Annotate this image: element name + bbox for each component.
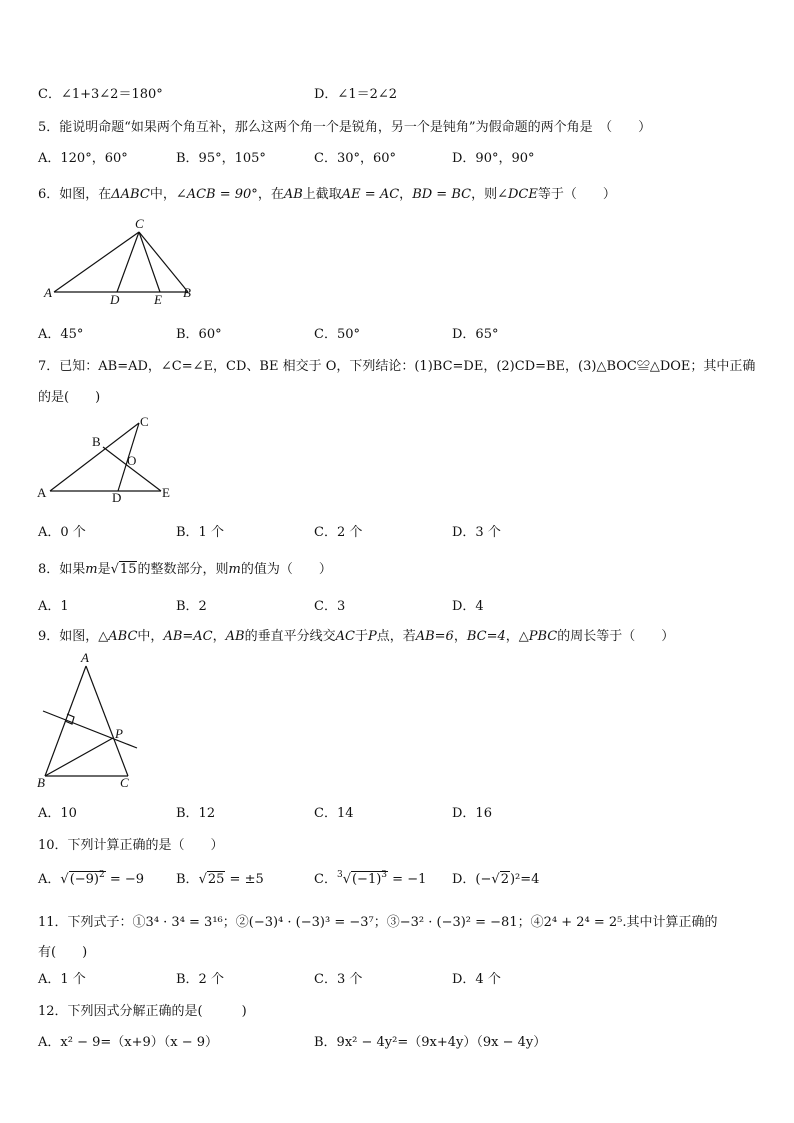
q11-stem-line1: 11．下列式子：①3⁴ · 3⁴ = 3¹⁶；②(−3)⁴ · (−3)³ = −3⁷；③−3² · (−3)² = −81；④2⁴ + 2⁴ = 2⁵.其中计算正确的 — [38, 915, 718, 930]
q12-stem: 12．下列因式分解正确的是( ) — [38, 1004, 247, 1019]
q8-option-a: A．1 — [38, 599, 69, 614]
q8-option-d: D．4 — [452, 599, 484, 614]
q11-option-b: B．2 个 — [176, 972, 224, 987]
q10-option-d: D．(−√2)²=4 — [452, 872, 540, 887]
q8-stem: 8．如果m是√15的整数部分，则m的值为（ ） — [38, 562, 332, 577]
q5-option-a: A．120°，60° — [38, 151, 128, 166]
q9-option-d: D．16 — [452, 806, 492, 821]
q9-option-a: A．10 — [38, 806, 77, 821]
q9-option-c: C．14 — [314, 806, 354, 821]
q6-stem: 6．如图，在ΔABC中，∠ACB = 90°，在AB上截取AE = AC，BD = BC，则∠DCE等于（ ） — [38, 187, 616, 202]
q7-label-d: D — [112, 490, 122, 505]
q6-label-c: C — [135, 216, 144, 231]
q10-option-a: A．$√(-9)^2 = -9$ — [38, 870, 145, 887]
q5-option-c: C．30°，60° — [314, 151, 397, 166]
q12-option-b: B．9x² − 4y²=（9x+4y）（9x − 4y） — [314, 1035, 547, 1050]
q9-label-c: C — [120, 775, 129, 790]
q6-option-c: C．50° — [314, 327, 360, 342]
q10-option-c: C．$^3√(-1)^3 = -1$ — [314, 870, 427, 887]
q11-option-d: D．4 个 — [452, 972, 501, 987]
q11-stem-line2: 有( ) — [38, 945, 88, 960]
q6-option-a: A．45° — [38, 327, 84, 342]
q7-option-a: A．0 个 — [38, 525, 86, 540]
q7-label-c: C — [140, 414, 149, 429]
q11-option-a: A．1 个 — [38, 972, 86, 987]
q9-option-b: B．12 — [176, 806, 216, 821]
q6-label-d: D — [110, 292, 120, 307]
q11-option-c: C．3 个 — [314, 972, 363, 987]
q5-option-b: B．95°，105° — [176, 151, 266, 166]
q6-option-d: D．65° — [452, 327, 499, 342]
q7-stem-line1: 7．已知：AB=AD，∠C=∠E，CD、BE 相交于 O，下列结论：(1)BC=DE，(2)CD=BE，(3)△BOC≌△DOE；其中正确 — [38, 359, 756, 374]
q4-option-d: D．∠1＝2∠2 — [314, 87, 398, 102]
q7-option-d: D．3 个 — [452, 525, 501, 540]
q6-label-e: E — [154, 292, 162, 307]
q7-label-o: O — [127, 453, 137, 468]
q6-label-a: A — [44, 285, 52, 300]
q10-stem: 10．下列计算正确的是（ ） — [38, 838, 224, 853]
q10-option-b: B．√25 = ±5 — [176, 872, 264, 887]
q7-option-c: C．2 个 — [314, 525, 363, 540]
q9-stem: 9．如图，△ABC中，AB=AC，AB的垂直平分线交AC于P点，若AB=6，BC=4，△PBC的周长等于（ ） — [38, 629, 675, 644]
q9-label-a: A — [81, 650, 89, 665]
q12-option-a: A．x² − 9=（x+9）（x − 9） — [38, 1035, 219, 1050]
q9-label-b: B — [37, 775, 45, 790]
q6-label-b: B — [183, 285, 191, 300]
q7-stem-line2: 的是( ) — [38, 390, 101, 405]
q7-option-b: B．1 个 — [176, 525, 224, 540]
q8-radical: 15 — [119, 562, 137, 577]
q7-label-b: B — [92, 434, 101, 449]
q7-label-e: E — [162, 485, 170, 500]
q5-stem: 5．能说明命题“如果两个角互补，那么这两个角一个是锐角，另一个是钝角”为假命题的两个角是 （ ） — [38, 120, 652, 135]
q9-label-p: P — [115, 726, 123, 741]
q5-option-d: D．90°，90° — [452, 151, 535, 166]
q6-option-b: B．60° — [176, 327, 222, 342]
q7-label-a: A — [37, 485, 47, 500]
q8-option-b: B．2 — [176, 599, 207, 614]
q8-option-c: C．3 — [314, 599, 346, 614]
q4-option-c: C．∠1+3∠2＝180° — [38, 87, 163, 102]
